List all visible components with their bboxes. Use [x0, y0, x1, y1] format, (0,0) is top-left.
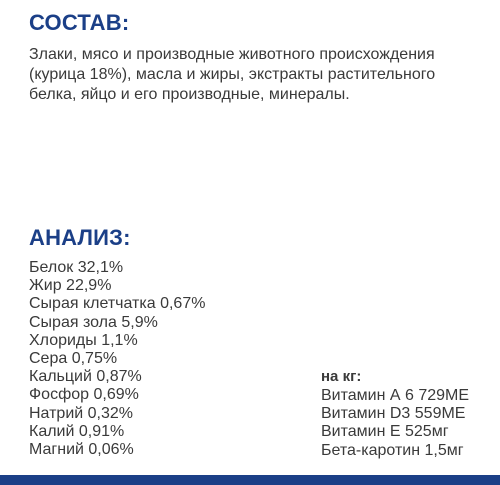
analysis-item-magnesium: Магний 0,06%: [29, 441, 134, 459]
analysis-item-calcium: Кальций 0,87%: [29, 368, 142, 386]
analysis-list: [29, 259, 205, 459]
analysis-item-crude-ash: Сырая зола 5,9%: [29, 313, 158, 331]
vitamin-item-a: Витамин А 6 729МЕ: [321, 387, 470, 404]
composition-heading: СОСТАВ:: [29, 10, 130, 35]
analysis-item-sodium: Натрий 0,32%: [29, 404, 134, 422]
bottom-bar: [0, 475, 500, 485]
analysis-heading: АНАЛИЗ:: [29, 225, 131, 250]
analysis-item-potassium: Калий 0,91%: [29, 422, 125, 440]
analysis-item-protein: Белок 32,1%: [29, 259, 124, 276]
vitamin-item-e: Витамин Е 525мг: [321, 423, 449, 441]
analysis-item-chlorides: Хлориды 1,1%: [29, 331, 138, 349]
analysis-item-phosphorus: Фосфор 0,69%: [29, 386, 139, 404]
vitamin-item-d3: Витамин D3 559МЕ: [321, 405, 466, 423]
vitamins-list: [321, 387, 469, 460]
analysis-item-sulfur: Сера 0,75%: [29, 350, 118, 368]
analysis-item-fat: Жир 22,9%: [29, 277, 112, 295]
analysis-item-crude-fiber: Сырая клетчатка 0,67%: [29, 295, 206, 313]
vitamins-block: [321, 368, 469, 460]
vitamin-item-beta-carotene: Бета-каротин 1,5мг: [321, 441, 464, 459]
composition-text: Злаки, мясо и производные животного происхождения (курица 18%), масла и жиры, экстракты растительного белка, яйцо и его производные, минералы.: [29, 46, 436, 103]
vitamins-label: на кг:: [321, 368, 362, 385]
